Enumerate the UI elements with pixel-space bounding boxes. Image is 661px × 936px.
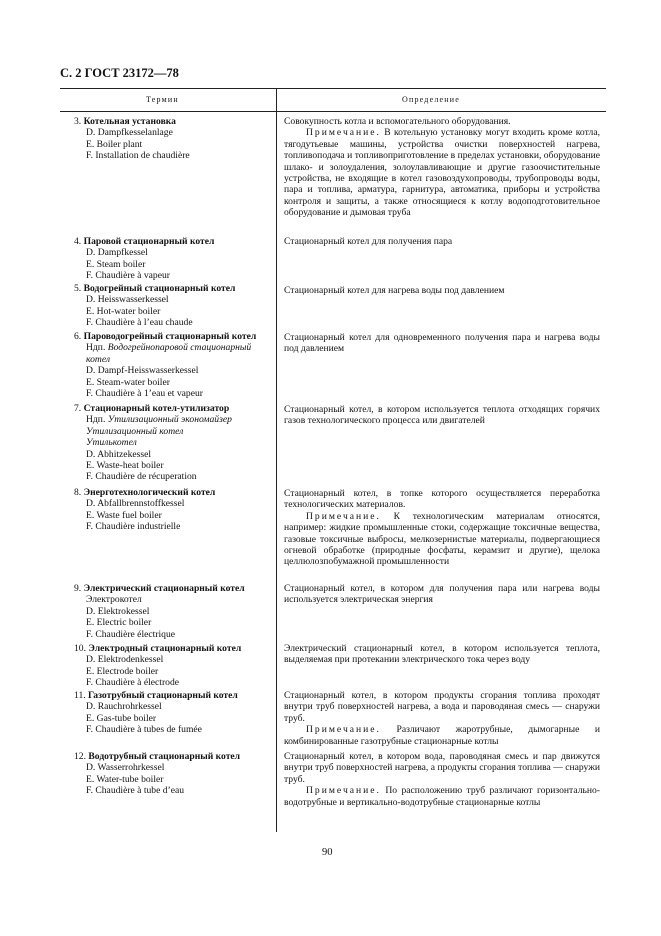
term-translation: F. Chaudière à 1’eau et vapeur	[86, 388, 203, 400]
term-translation: F. Installation de chaudière	[86, 150, 190, 162]
ndp-term: Утилизационный экономайзер	[107, 414, 232, 426]
term-number: 11.	[74, 690, 86, 701]
term-title: Водотрубный стационарный котел	[88, 751, 241, 762]
ndp-term: Водогрейнопаровой стационарный котел	[86, 342, 252, 365]
term-translation: D. Dampfkesselanlage	[86, 127, 173, 139]
term-synonym: Электрокотел	[86, 594, 142, 606]
term-translation: F. Chaudière à tubes de fumée	[86, 724, 202, 736]
term-entry-6	[74, 331, 274, 399]
note-text: По расположению труб различают горизонтально-водотрубные и вертикально-водотрубные стационарные котлы	[284, 785, 600, 808]
term-title: Котельная установка	[83, 116, 176, 127]
column-divider	[276, 88, 277, 832]
page-number: 90	[322, 847, 333, 858]
note-text: К технологическим материалам относятся, например: жидкие промышленные стоки, содержащие токсичные вещества, газовые токсичные выбросы, мелкозернистые материалы, подвергающиеся огневой обработке (природные фосфаты, керамзит и другие), щелока целлюлозпобумажной промышленности	[284, 510, 600, 568]
term-entry-10	[74, 643, 274, 689]
term-translation: D. Elektrodenkessel	[86, 654, 164, 666]
term-translation: D. Abfallbrennstoffkessel	[86, 498, 185, 510]
ndp-label: Ндп.	[86, 414, 106, 426]
note-text: В котельную установку могут входить кроме котла, тягодутьевые машины, устройства очистки поверхностей нагрева, топливоподача и топливоприготовление в пределах установки, оборудование шлако- и золоудаления, золоулавливающие и другие газоочистительные устройства, не входящие в котел газовоздухопроводы, трубопроводы воды, пара и топлива, арматура, гарнитура, автоматика, приборы и устройства контроля и защиты, а также относящиеся к котлу водоподготовительное оборудование и дымовая труба	[284, 127, 600, 219]
definition-text: Стационарный котел, в котором продукты сгорания топлива проходят внутри труб поверхностей нагрева, а вода и пароводяная смесь — снаружи труб.	[284, 690, 600, 724]
note-label: Примечание.	[306, 724, 381, 736]
term-number: 7.	[74, 403, 82, 414]
ndp-label: Ндп.	[86, 342, 106, 354]
definition-entry-5	[284, 285, 600, 296]
definition-entry-10	[284, 643, 600, 666]
term-entry-3	[74, 116, 274, 162]
term-translation: E. Hot-water boiler	[86, 305, 161, 317]
definition-text: Стационарный котел, в топке которого осуществляется переработка технологических материалов.	[284, 488, 600, 511]
term-translation: D. Dampfkessel	[86, 247, 148, 259]
ndp-term: Утилькотел	[86, 437, 137, 449]
term-number: 8.	[74, 487, 82, 498]
term-number: 3.	[74, 116, 82, 127]
term-title: Энерготехнологический котел	[83, 487, 216, 498]
term-translation: D. Heisswasserkessel	[86, 294, 169, 306]
term-translation: E. Boiler plant	[86, 138, 143, 150]
column-header-term: Термин	[146, 95, 179, 104]
column-header-definition: Определение	[402, 95, 460, 104]
definition-entry-4	[284, 236, 600, 247]
term-entry-7	[74, 403, 274, 483]
term-number: 6.	[74, 331, 82, 342]
ndp-term: Утилизационный котел	[86, 425, 184, 437]
definition-entry-8	[284, 488, 600, 568]
term-translation: E. Electric boiler	[86, 617, 152, 629]
table-header-rule	[60, 111, 606, 112]
page-header: С. 2 ГОСТ 23172—78	[60, 66, 179, 80]
term-translation: E. Waste-heat boiler	[86, 460, 164, 472]
definition-text: Стационарный котел для получения пара	[284, 236, 453, 247]
definition-entry-9	[284, 583, 600, 606]
term-title: Водогрейный стационарный котел	[83, 283, 236, 294]
definition-text: Стационарный котел для нагрева воды под давлением	[284, 285, 505, 296]
term-translation: D. Abhitzekessel	[86, 448, 152, 460]
term-entry-11	[74, 690, 274, 736]
term-translation: E. Electrode boiler	[86, 665, 159, 677]
definition-entry-12	[284, 751, 600, 808]
term-title: Электрический стационарный котел	[83, 583, 245, 594]
term-translation: F. Chaudière à tube d’eau	[86, 785, 185, 797]
term-entry-8	[74, 487, 274, 533]
definition-text: Стационарный котел для одновременного получения пара и нагрева воды под давлением	[284, 332, 600, 355]
term-translation: F. Chaudière industrielle	[86, 521, 181, 533]
term-number: 4.	[74, 236, 82, 247]
note-text: Различают жаротрубные, дымогарные и комбинированные газотрубные стационарные котлы	[284, 724, 600, 747]
term-title: Паровой стационарный котел	[83, 236, 215, 247]
note-label: Примечание.	[306, 510, 381, 522]
term-entry-4	[74, 236, 274, 282]
definition-text: Стационарный котел, в котором вода, пароводяная смесь и пар движутся внутри труб поверхностей нагрева, а продукты сгорания топлива — снаружи труб.	[284, 751, 600, 785]
term-title: Электродный стационарный котел	[88, 643, 242, 654]
term-number: 5.	[74, 283, 82, 294]
note-label: Примечание.	[306, 785, 381, 797]
definition-entry-3	[284, 116, 600, 219]
term-translation: F. Chaudière à l’eau chaude	[86, 317, 193, 329]
term-translation: F. Chaudière électrique	[86, 628, 176, 640]
term-entry-5	[74, 283, 274, 329]
definition-entry-6	[284, 332, 600, 355]
term-title: Газотрубный стационарный котел	[88, 690, 238, 701]
definition-entry-11	[284, 690, 600, 747]
term-entry-9	[74, 583, 274, 640]
term-translation: E. Steam-water boiler	[86, 376, 170, 388]
definition-entry-7	[284, 404, 600, 427]
term-number: 12.	[74, 751, 86, 762]
term-translation: D. Elektrokessel	[86, 605, 150, 617]
term-title: Пароводогрейный стационарный котел	[83, 331, 257, 342]
term-translation: D. Dampf-Heisswasserkessel	[86, 365, 199, 377]
term-translation: D. Rauchrohrkessel	[86, 701, 162, 713]
term-translation: E. Gas-tube boiler	[86, 712, 157, 724]
table-top-rule	[60, 88, 606, 89]
term-number: 10.	[74, 643, 86, 654]
term-translation: F. Chaudière à électrode	[86, 677, 179, 689]
term-title: Стационарный котел-утилизатор	[83, 403, 230, 414]
term-translation: D. Wasserrohrkessel	[86, 762, 165, 774]
definition-text: Совокупность котла и вспомогательного оборудования.	[284, 116, 511, 127]
term-translation: F. Chaudière à vapeur	[86, 270, 170, 282]
term-translation: F. Chaudière de récuperation	[86, 471, 197, 483]
definition-text: Стационарный котел, в котором для получения пара или нагрева воды используется электрическая энергия	[284, 583, 600, 606]
definition-text: Стационарный котел, в котором используется теплота отходящих горячих газов технологического процесса или двигателей	[284, 404, 600, 427]
note-label: Примечание.	[306, 127, 381, 139]
term-translation: E. Water-tube boiler	[86, 773, 164, 785]
term-translation: E. Waste fuel boiler	[86, 509, 162, 521]
term-entry-12	[74, 751, 274, 797]
definition-text: Электрический стационарный котел, в котором используется теплота, выделяемая при протекании электрического тока через воду	[284, 643, 600, 666]
term-number: 9.	[74, 583, 82, 594]
term-translation: E. Steam boiler	[86, 258, 146, 270]
